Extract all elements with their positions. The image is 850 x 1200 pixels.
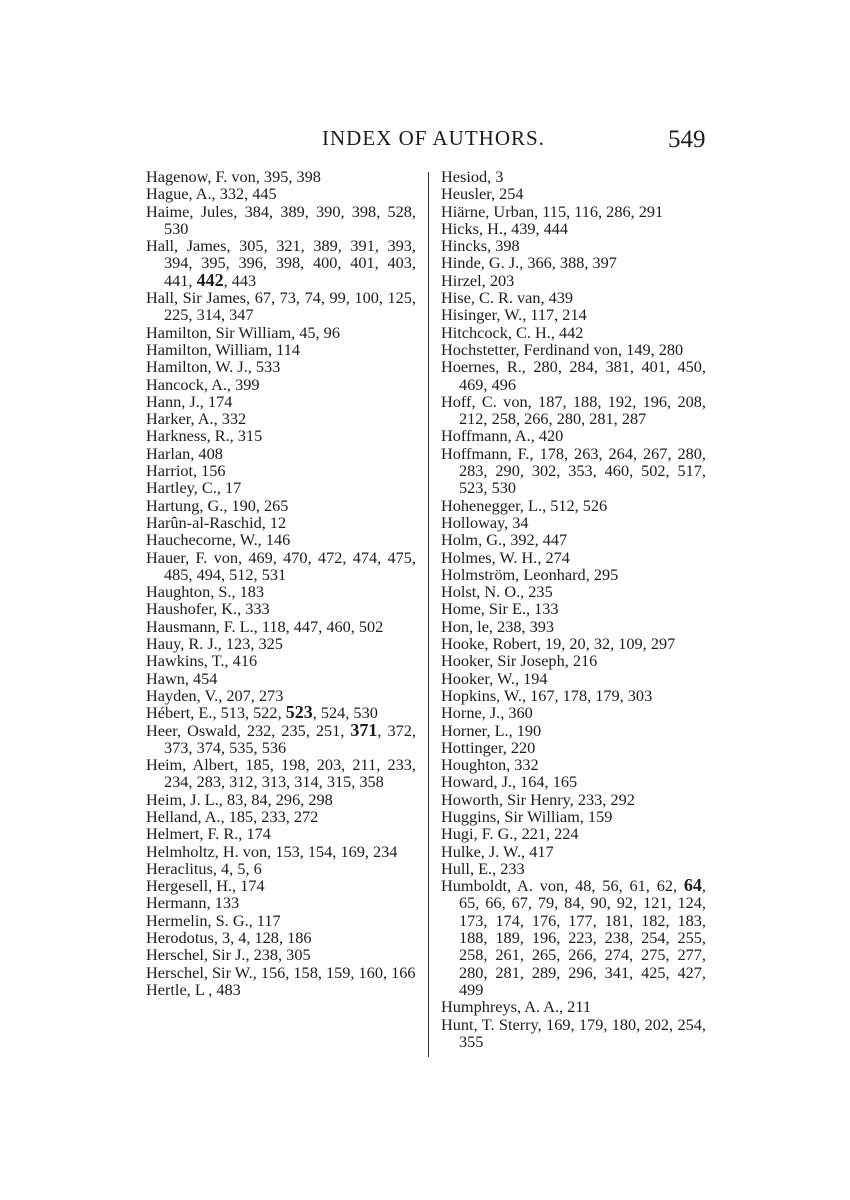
index-entry-text: Hise, C. R. van, 439 [441,288,574,308]
index-entry-text: Holloway, 34 [441,512,529,532]
index-entry-text: Holmström, Leonhard, 295 [441,564,619,584]
index-entry [146,185,416,202]
index-entry [441,756,706,773]
index-entry-bold-page: 371 [350,719,378,740]
index-entry [441,358,706,393]
index-entry [146,479,416,496]
index-entry [146,358,416,375]
index-column-left [146,168,416,998]
index-entry [441,272,706,289]
index-entry [441,203,706,220]
index-entry-text: Hertle, L , 483 [146,979,241,999]
index-entry-text: Hiärne, Urban, 115, 116, 286, 291 [441,201,664,221]
index-entry [441,254,706,271]
index-entry-text: Houghton, 332 [441,755,539,775]
index-entry-text: Holst, N. O., 235 [441,582,553,602]
index-entry [146,825,416,842]
index-entry-text: Heim, J. L., 83, 84, 296, 298 [146,789,333,809]
index-entry-text: Hagenow, F. von, 395, 398 [146,167,321,186]
index-entry-text: Helland, A., 185, 233, 272 [146,806,319,826]
column-divider [428,172,429,1057]
index-entry-text: Hoffmann, F., 178, 263, 264, 267, 280, 283, 290, 302, 353, 460, 502, 517, 523, 530 [441,443,706,498]
index-entry [441,445,706,497]
index-entry-text: Hawn, 454 [146,668,218,688]
index-entry-text: Hamilton, W. J., 533 [146,357,281,377]
index-entry [441,635,706,652]
index-entry [146,618,416,635]
index-entry-text: Hinde, G. J., 366, 388, 397 [441,253,617,273]
index-entry-text: Helmert, F. R., 174 [146,824,271,844]
index-entry-text: Haughton, S., 183 [146,582,265,602]
index-entry [146,652,416,669]
index-entry-text-cont: , 65, 66, 67, 79, 84, 90, 92, 121, 124, 173, 174, 176, 177, 181, 182, 183, 188, 189, 196, 223, 238, 254, 255, 258, 261, 265, 266, 274, 275, 277, 280, 281, 289, 296, 341, 425, 427, 499 [459,876,706,999]
index-entry [146,531,416,548]
index-entry-text: Heraclitus, 4, 5, 6 [146,858,262,878]
index-entry-text: Haime, Jules, 384, 389, 390, 398, 528, 530 [146,201,416,238]
index-entry-text: Heusler, 254 [441,184,524,204]
index-entry [441,427,706,444]
index-entry-text: Hayden, V., 207, 273 [146,685,284,705]
index-entry-bold-page: 523 [285,702,313,723]
index-entry-text: Hohenegger, L., 512, 526 [441,495,608,515]
index-entry [441,860,706,877]
index-entry-text-cont: , 524, 530 [312,703,378,723]
index-entry-text: Herodotus, 3, 4, 128, 186 [146,928,312,948]
index-entry [441,670,706,687]
index-entry [441,808,706,825]
index-entry-text: Holm, G., 392, 447 [441,530,568,550]
index-entry-text: Hon, le, 238, 393 [441,616,555,636]
index-entry [146,427,416,444]
index-entry [441,722,706,739]
index-entry-text: Hincks, 398 [441,236,520,256]
running-title: INDEX OF AUTHORS. [322,126,545,150]
index-entry-text: Hugi, F. G., 221, 224 [441,824,579,844]
index-entry-text: Hague, A., 332, 445 [146,184,277,204]
index-entry [441,704,706,721]
index-entry [441,791,706,808]
index-entry-text: Hisinger, W., 117, 214 [441,305,587,325]
index-entry-text: Hermann, 133 [146,893,240,913]
index-entry [441,289,706,306]
index-entry-text: Hauchecorne, W., 146 [146,530,291,550]
index-entry [146,376,416,393]
index-entry-text: Humboldt, A. von, 48, 56, 61, 62, [441,876,684,896]
index-entry [441,773,706,790]
index-entry-text: Holmes, W. H., 274 [441,547,570,567]
index-entry [146,462,416,479]
index-entry [146,514,416,531]
index-entry [441,306,706,323]
index-entry [146,929,416,946]
index-entry [146,168,416,185]
index-entry-text: Hooker, Sir Joseph, 216 [441,651,598,671]
index-entry [146,981,416,998]
index-entry-text: Harriot, 156 [146,461,226,481]
index-entry [441,566,706,583]
index-entry [441,687,706,704]
index-entry-text: Hamilton, Sir William, 45, 96 [146,322,340,342]
index-entry [146,877,416,894]
index-entry-text: Humphreys, A. A., 211 [441,997,591,1017]
index-entry-text: Horne, J., 360 [441,703,533,723]
index-entry [441,497,706,514]
index-entry [146,445,416,462]
index-entry-text: Hitchcock, C. H., 442 [441,322,584,342]
index-entry-text: Hoff, C. von, 187, 188, 192, 196, 208, 212, 258, 266, 280, 281, 287 [441,391,706,429]
index-entry-text: Hooke, Robert, 19, 20, 32, 109, 297 [441,634,676,654]
index-entry-text: Hottinger, 220 [441,737,536,757]
index-entry-text: Hunt, T. Sterry, 169, 179, 180, 202, 254, 355 [441,1014,706,1051]
index-entry-text: Hartung, G., 190, 265 [146,495,289,515]
index-entry-text: Howorth, Sir Henry, 233, 292 [441,789,635,809]
index-entry-text: Home, Sir E., 133 [441,599,559,619]
index-entry [146,341,416,358]
index-entry-text: Hirzel, 203 [441,270,515,290]
index-entry [146,719,416,757]
index-entry-bold-page: 64 [683,875,702,896]
index-entry [441,185,706,202]
index-entry [146,324,416,341]
index-entry-text: Hopkins, W., 167, 178, 179, 303 [441,685,653,705]
index-entry-text: Hauer, F. von, 469, 470, 472, 474, 475, 485, 494, 512, 531 [146,547,416,584]
index-entry [146,756,416,791]
index-entry [146,549,416,584]
index-entry [441,600,706,617]
index-entry-text: Hauy, R. J., 123, 325 [146,634,283,654]
index-entry [441,739,706,756]
index-entry-text: Haushofer, K., 333 [146,599,270,619]
index-entry [441,341,706,358]
index-entry-text: Horner, L., 190 [441,720,542,740]
index-entry-text: Hébert, E., 513, 522, [146,703,286,723]
index-entry-text: Howard, J., 164, 165 [441,772,578,792]
index-entry [441,549,706,566]
index-entry-text: Hausmann, F. L., 118, 447, 460, 502 [146,616,384,636]
index-entry-text: Hergesell, H., 174 [146,876,265,896]
index-entry [441,324,706,341]
index-entry [146,964,416,981]
index-entry [146,946,416,963]
index-entry [146,894,416,911]
index-entry-bold-page: 442 [196,269,224,290]
index-entry-text: Hall, James, 305, 321, 389, 391, 393, 394, 395, 396, 398, 400, 401, 403, 441, [146,236,416,290]
index-entry-text: Hermelin, S. G., 117 [146,910,281,930]
index-entry-text: Hall, Sir James, 67, 73, 74, 99, 100, 125, 225, 314, 347 [146,288,416,325]
page-number: 549 [668,126,706,153]
index-entry [441,618,706,635]
index-entry [146,912,416,929]
index-entry-text: Hancock, A., 399 [146,374,260,394]
index-entry-text: Hochstetter, Ferdinand von, 149, 280 [441,339,684,359]
index-entry [441,237,706,254]
index-entry-text: Helmholtz, H. von, 153, 154, 169, 234 [146,841,398,861]
index-entry-text: Hesiod, 3 [441,167,504,186]
index-entry [441,531,706,548]
index-entry [146,410,416,427]
index-entry [441,877,706,998]
index-entry-text: Herschel, Sir J., 238, 305 [146,945,311,965]
index-entry [146,670,416,687]
index-entry-text: Hawkins, T., 416 [146,651,258,671]
index-entry [146,635,416,652]
index-entry [146,791,416,808]
index-entry-text: Hartley, C., 17 [146,478,242,498]
index-entry-text: Hoernes, R., 280, 284, 381, 401, 450, 469, 496 [441,357,706,394]
index-entry-text: Hull, E., 233 [441,858,525,878]
index-entry [146,808,416,825]
index-entry-text: Harûn-al-Raschid, 12 [146,512,287,532]
index-entry [146,860,416,877]
index-column-right [441,168,706,1050]
index-entry [146,203,416,238]
index-entry [146,497,416,514]
index-entry-text: Harlan, 408 [146,443,223,463]
index-entry [441,998,706,1015]
index-entry-text: Heim, Albert, 185, 198, 203, 211, 233, 234, 283, 312, 313, 314, 315, 358 [146,755,416,792]
index-entry [146,393,416,410]
index-entry-text: Hulke, J. W., 417 [441,841,554,861]
index-entry [146,289,416,324]
index-entry [146,237,416,289]
index-entry-text: Hamilton, William, 114 [146,339,301,359]
index-entry-text: Hicks, H., 439, 444 [441,218,569,238]
index-entry [441,168,706,185]
index-entry [146,843,416,860]
index-entry [441,1016,706,1051]
index-entry-text: Hooker, W., 194 [441,668,548,688]
index-entry-text: Huggins, Sir William, 159 [441,806,613,826]
index-entry [441,583,706,600]
index-entry-text: Harkness, R., 315 [146,426,263,446]
index-entry [146,600,416,617]
index-entry [441,652,706,669]
index-entry-text: Hoffmann, A., 420 [441,426,564,446]
page-header [0,122,850,162]
index-entry [146,687,416,704]
index-entry-text: Herschel, Sir W., 156, 158, 159, 160, 166 [146,962,416,982]
index-entry-text-cont: , 372, 373, 374, 535, 536 [164,720,416,757]
index-entry-text: Harker, A., 332 [146,409,247,429]
index-entry-text-cont: , 443 [223,270,257,290]
index-entry-text: Hann, J., 174 [146,391,233,411]
index-entry [441,843,706,860]
index-entry [146,583,416,600]
index-entry [441,220,706,237]
index-entry [441,825,706,842]
index-entry [441,514,706,531]
index-entry-text: Heer, Oswald, 232, 235, 251, [146,720,351,740]
index-entry [441,393,706,428]
